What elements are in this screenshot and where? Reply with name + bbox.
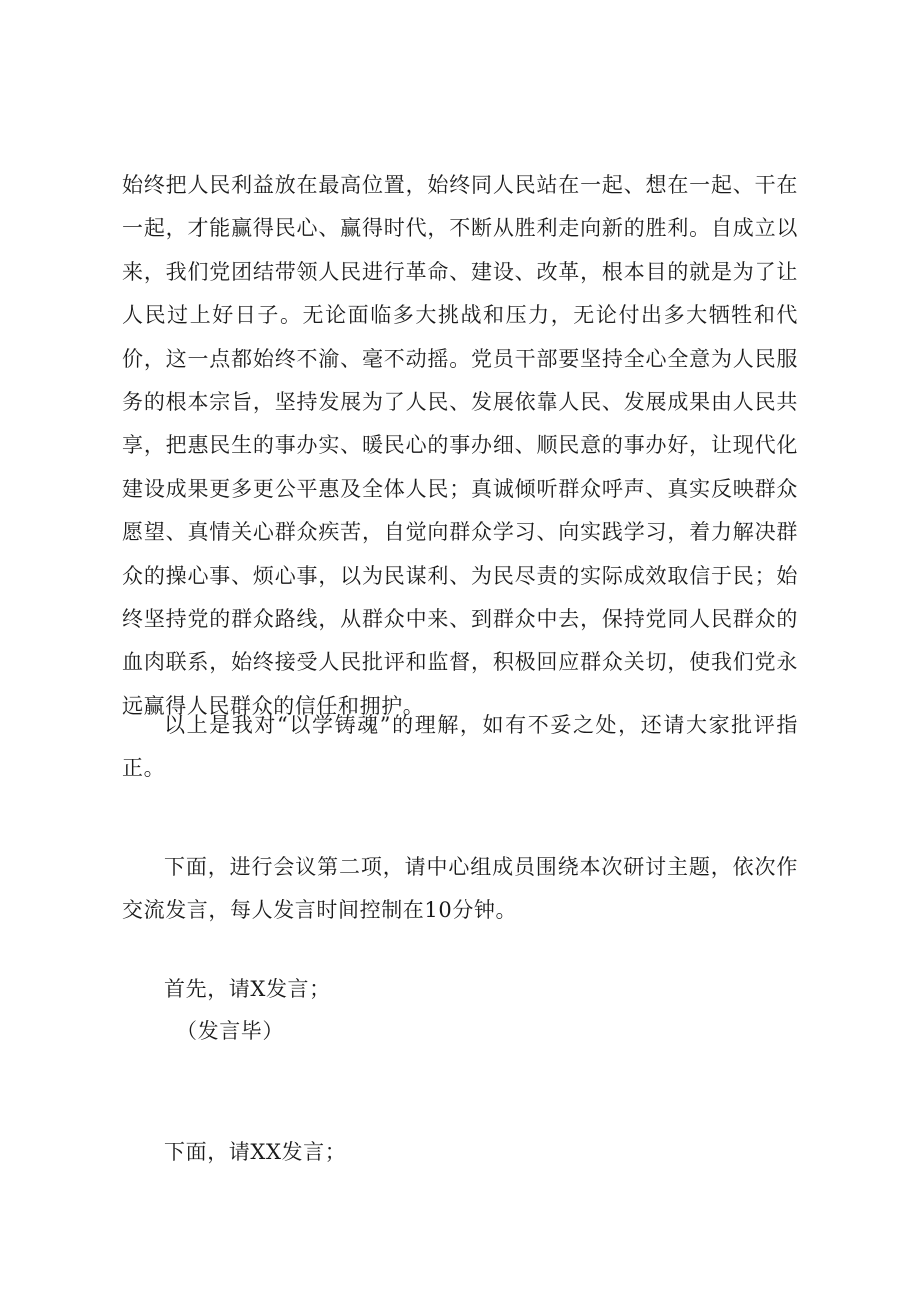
paragraph-people-first: 始终把人民利益放在最高位置，始终同人民站在一起、想在一起、干在一起，才能赢得民心、赢得时代，不断从胜利走向新的胜利。自成立以来，我们党团结带领人民进行革命、建设、改革，根本目的就是为了让人民过上好日子。无论面临多大挑战和压力，无论付出多大牺牲和代价，这一点都始终不渝、毫不动摇。党员干部要坚持全心全意为人民服务的根本宗旨，坚持发展为了人民、发展依靠人民、发展成果由人民共享，把惠民生的事办实、暖民心的事办细、顺民意的事办好，让现代化建设成果更多更公平惠及全体人民；真诚倾听群众呼声、真实反映群众愿望、真情关心群众疾苦，自觉向群众学习、向实践学习，着力解决群众的操心事、烦心事，以为民谋利、为民尽责的实际成效取信于民；始终坚持党的群众路线，从群众中来、到群众中去，保持党同人民群众的血肉联系，始终接受人民批评和监督，积极回应群众关切，使我们党永远赢得人民群众的信任和拥护。 [122, 173, 798, 718]
paragraph-understanding-summary: 以上是我对“以学铸魂”的理解，如有不妥之处，还请大家批评指正。 [122, 713, 798, 781]
paragraph-agenda-item-two: 下面，进行会议第二项，请中心组成员围绕本次研讨主题，依次作交流发言，每人发言时间控制在10分钟。 [122, 855, 798, 923]
paragraph-next-speaker: 下面，请XX发言； [164, 1140, 347, 1164]
paragraph-first-speaker: 首先，请X发言； [164, 977, 331, 1001]
paragraph-speech-finished: （发言毕） [176, 1019, 284, 1043]
